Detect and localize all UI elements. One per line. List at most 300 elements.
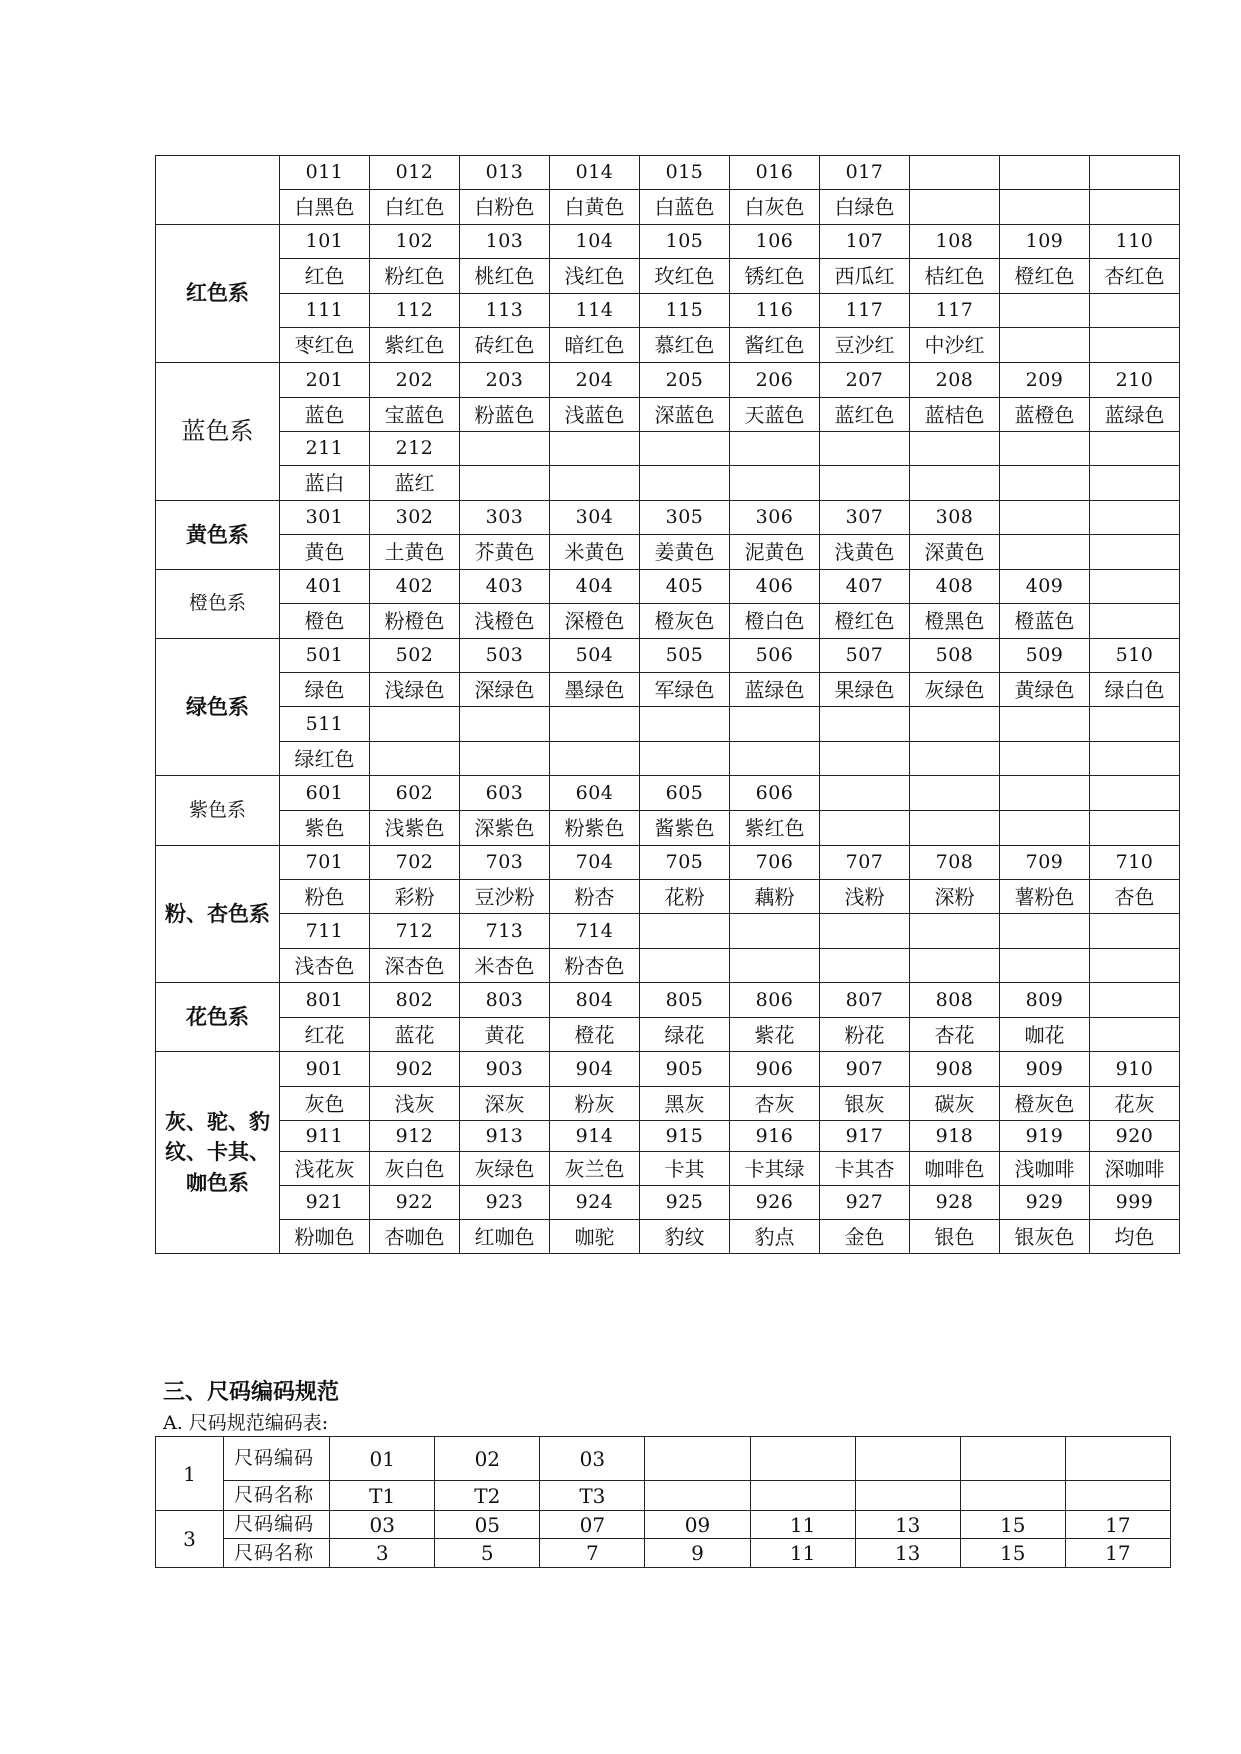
color-code-cell: 913 <box>460 1121 550 1152</box>
color-code-cell: 016 <box>730 156 820 190</box>
category-cell <box>156 156 280 225</box>
size-name-cell <box>855 1481 960 1511</box>
size-name-cell: T2 <box>435 1481 540 1511</box>
color-name-cell: 卡其 <box>640 1152 730 1186</box>
color-name-cell: 杏花 <box>910 1018 1000 1052</box>
color-name-cell: 蓝色 <box>280 398 370 432</box>
color-code-cell: 926 <box>730 1186 820 1220</box>
color-code-cell: 914 <box>550 1121 640 1152</box>
table-row <box>156 1481 1171 1511</box>
color-code-cell: 111 <box>280 294 370 328</box>
color-code-cell: 301 <box>280 501 370 535</box>
color-name-cell: 豆沙粉 <box>460 880 550 914</box>
color-name-cell: 姜黄色 <box>640 535 730 570</box>
color-name-cell: 咖花 <box>1000 1018 1090 1052</box>
color-code-cell: 928 <box>910 1186 1000 1220</box>
color-name-cell <box>1090 949 1180 983</box>
table-row <box>156 707 1180 742</box>
color-name-cell: 浅紫色 <box>370 811 460 846</box>
color-code-cell: 211 <box>280 432 370 466</box>
color-name-cell: 西瓜红 <box>820 259 910 294</box>
color-code-cell: 112 <box>370 294 460 328</box>
table-row <box>156 1511 1171 1539</box>
color-name-cell: 紫红色 <box>730 811 820 846</box>
color-code-cell: 910 <box>1090 1052 1180 1087</box>
color-name-cell <box>370 742 460 776</box>
color-name-cell: 红色 <box>280 259 370 294</box>
color-code-cell: 705 <box>640 846 730 880</box>
color-code-cell: 709 <box>1000 846 1090 880</box>
color-code-cell <box>640 914 730 949</box>
color-name-cell <box>910 742 1000 776</box>
color-name-cell <box>820 466 910 501</box>
color-name-cell: 豹点 <box>730 1220 820 1254</box>
color-name-cell: 白灰色 <box>730 190 820 225</box>
color-name-cell: 薯粉色 <box>1000 880 1090 914</box>
color-code-cell <box>1090 776 1180 811</box>
color-code-cell: 103 <box>460 225 550 259</box>
color-name-cell: 粉杏色 <box>550 949 640 983</box>
table-row <box>156 604 1180 639</box>
color-code-cell <box>640 432 730 466</box>
color-name-cell <box>1000 328 1090 363</box>
table-row <box>156 639 1180 673</box>
color-code-cell: 808 <box>910 983 1000 1018</box>
size-code-cell: 02 <box>435 1437 540 1481</box>
color-name-cell: 白蓝色 <box>640 190 730 225</box>
color-code-cell: 915 <box>640 1121 730 1152</box>
color-code-cell <box>1000 776 1090 811</box>
size-name-cell <box>645 1481 750 1511</box>
color-code-cell: 015 <box>640 156 730 190</box>
color-name-cell <box>1000 535 1090 570</box>
color-name-cell: 杏红色 <box>1090 259 1180 294</box>
color-name-cell: 白绿色 <box>820 190 910 225</box>
color-name-cell <box>820 949 910 983</box>
color-name-cell <box>640 466 730 501</box>
table-row <box>156 466 1180 501</box>
color-code-cell: 809 <box>1000 983 1090 1018</box>
color-code-cell: 707 <box>820 846 910 880</box>
table-row <box>156 776 1180 811</box>
color-name-cell <box>1000 811 1090 846</box>
size-code-cell: 09 <box>645 1511 750 1539</box>
color-code-cell: 902 <box>370 1052 460 1087</box>
color-name-cell: 酱紫色 <box>640 811 730 846</box>
color-code-cell <box>370 707 460 742</box>
color-name-cell: 中沙红 <box>910 328 1000 363</box>
color-name-cell: 橙红色 <box>820 604 910 639</box>
color-name-cell: 蓝红 <box>370 466 460 501</box>
color-name-cell: 橙色 <box>280 604 370 639</box>
size-code-cell <box>750 1437 855 1481</box>
color-name-cell <box>820 742 910 776</box>
color-code-cell: 409 <box>1000 570 1090 604</box>
color-name-cell: 咖啡色 <box>910 1152 1000 1186</box>
size-code-cell: 01 <box>330 1437 435 1481</box>
color-code-cell: 304 <box>550 501 640 535</box>
color-name-cell <box>1000 466 1090 501</box>
color-code-cell: 116 <box>730 294 820 328</box>
color-name-cell: 灰绿色 <box>460 1152 550 1186</box>
table-row <box>156 1437 1171 1481</box>
color-code-cell: 404 <box>550 570 640 604</box>
color-code-cell: 212 <box>370 432 460 466</box>
color-code-cell: 502 <box>370 639 460 673</box>
color-code-cell <box>1000 156 1090 190</box>
color-name-cell: 橙蓝色 <box>1000 604 1090 639</box>
color-name-cell <box>1090 328 1180 363</box>
color-code-cell: 501 <box>280 639 370 673</box>
color-code-cell: 012 <box>370 156 460 190</box>
color-name-cell: 锈红色 <box>730 259 820 294</box>
color-name-cell: 白黄色 <box>550 190 640 225</box>
size-name-cell: 11 <box>750 1539 855 1568</box>
size-code-cell: 11 <box>750 1511 855 1539</box>
color-name-cell: 深杏色 <box>370 949 460 983</box>
color-name-cell: 白红色 <box>370 190 460 225</box>
color-code-cell <box>910 776 1000 811</box>
color-code-cell <box>550 707 640 742</box>
color-code-cell: 920 <box>1090 1121 1180 1152</box>
color-code-cell <box>1000 432 1090 466</box>
color-name-cell <box>1090 811 1180 846</box>
color-name-cell: 橙花 <box>550 1018 640 1052</box>
color-code-cell: 806 <box>730 983 820 1018</box>
color-name-cell: 慕红色 <box>640 328 730 363</box>
table-row <box>156 1087 1180 1121</box>
color-code-cell: 713 <box>460 914 550 949</box>
color-name-cell: 绿花 <box>640 1018 730 1052</box>
color-code-cell: 710 <box>1090 846 1180 880</box>
color-code-cell: 114 <box>550 294 640 328</box>
size-code-cell <box>1065 1437 1170 1481</box>
color-code-cell <box>1090 914 1180 949</box>
color-code-cell: 606 <box>730 776 820 811</box>
color-name-cell: 咖驼 <box>550 1220 640 1254</box>
color-code-cell <box>1000 914 1090 949</box>
size-name-cell: 7 <box>540 1539 645 1568</box>
category-cell: 红色系 <box>156 225 280 363</box>
color-name-cell: 暗红色 <box>550 328 640 363</box>
table-row <box>156 259 1180 294</box>
color-code-cell <box>910 914 1000 949</box>
color-code-cell <box>1090 983 1180 1018</box>
color-code-cell <box>730 914 820 949</box>
color-name-cell: 灰绿色 <box>910 673 1000 707</box>
color-code-cell: 511 <box>280 707 370 742</box>
color-name-cell: 粉灰 <box>550 1087 640 1121</box>
color-code-cell: 305 <box>640 501 730 535</box>
color-code-cell: 917 <box>820 1121 910 1152</box>
color-code-cell: 507 <box>820 639 910 673</box>
color-name-cell: 米黄色 <box>550 535 640 570</box>
color-name-cell: 军绿色 <box>640 673 730 707</box>
color-code-cell <box>910 432 1000 466</box>
color-name-cell: 花灰 <box>1090 1087 1180 1121</box>
color-name-cell <box>910 811 1000 846</box>
size-name-cell <box>1065 1481 1170 1511</box>
table-row <box>156 1121 1180 1152</box>
color-code-cell: 911 <box>280 1121 370 1152</box>
table-row <box>156 328 1180 363</box>
color-code-cell: 807 <box>820 983 910 1018</box>
size-group-id-cell: 3 <box>156 1511 224 1568</box>
size-name-cell: 15 <box>960 1539 1065 1568</box>
color-code-cell <box>1090 432 1180 466</box>
color-name-cell: 墨绿色 <box>550 673 640 707</box>
color-name-cell <box>460 466 550 501</box>
size-name-cell: 5 <box>435 1539 540 1568</box>
table-row <box>156 1052 1180 1087</box>
color-code-cell: 503 <box>460 639 550 673</box>
color-code-cell: 011 <box>280 156 370 190</box>
color-code-cell: 110 <box>1090 225 1180 259</box>
color-name-cell: 红花 <box>280 1018 370 1052</box>
color-code-cell: 508 <box>910 639 1000 673</box>
color-name-cell: 黄花 <box>460 1018 550 1052</box>
color-name-cell <box>730 949 820 983</box>
color-name-cell <box>1000 949 1090 983</box>
color-name-cell: 蓝橙色 <box>1000 398 1090 432</box>
size-code-cell: 05 <box>435 1511 540 1539</box>
color-code-cell: 905 <box>640 1052 730 1087</box>
table-row <box>156 398 1180 432</box>
color-code-cell <box>1090 501 1180 535</box>
color-code-cell: 306 <box>730 501 820 535</box>
color-code-cell <box>1090 156 1180 190</box>
color-code-cell: 919 <box>1000 1121 1090 1152</box>
color-name-cell: 碳灰 <box>910 1087 1000 1121</box>
color-code-cell: 918 <box>910 1121 1000 1152</box>
table-caption: A. 尺码规范编码表: <box>163 1412 329 1434</box>
color-code-cell <box>1090 294 1180 328</box>
color-code-cell: 708 <box>910 846 1000 880</box>
color-code-cell: 999 <box>1090 1186 1180 1220</box>
color-code-cell <box>640 707 730 742</box>
color-code-cell: 013 <box>460 156 550 190</box>
size-code-cell <box>960 1437 1065 1481</box>
color-name-cell: 深灰 <box>460 1087 550 1121</box>
color-code-cell: 401 <box>280 570 370 604</box>
table-row <box>156 1018 1180 1052</box>
color-name-cell: 紫花 <box>730 1018 820 1052</box>
color-name-cell: 紫色 <box>280 811 370 846</box>
color-name-cell: 米杏色 <box>460 949 550 983</box>
size-name-cell: T1 <box>330 1481 435 1511</box>
color-code-cell: 014 <box>550 156 640 190</box>
color-name-cell <box>820 811 910 846</box>
color-code-cell: 901 <box>280 1052 370 1087</box>
color-name-cell: 黄色 <box>280 535 370 570</box>
color-name-cell: 深咖啡 <box>1090 1152 1180 1186</box>
color-code-cell: 909 <box>1000 1052 1090 1087</box>
color-name-cell <box>1000 190 1090 225</box>
color-code-cell: 916 <box>730 1121 820 1152</box>
color-name-cell: 桔红色 <box>910 259 1000 294</box>
color-code-cell <box>1000 501 1090 535</box>
color-code-cell <box>820 776 910 811</box>
color-code-cell: 906 <box>730 1052 820 1087</box>
color-code-cell: 307 <box>820 501 910 535</box>
color-name-cell: 浅绿色 <box>370 673 460 707</box>
color-name-cell <box>730 466 820 501</box>
color-code-cell: 308 <box>910 501 1000 535</box>
color-code-cell: 408 <box>910 570 1000 604</box>
color-code-cell: 205 <box>640 363 730 398</box>
color-name-cell: 银灰 <box>820 1087 910 1121</box>
color-name-cell: 浅杏色 <box>280 949 370 983</box>
color-name-cell: 桃红色 <box>460 259 550 294</box>
color-name-cell: 果绿色 <box>820 673 910 707</box>
color-name-cell <box>1090 466 1180 501</box>
color-code-cell <box>730 432 820 466</box>
size-name-cell: 9 <box>645 1539 750 1568</box>
color-code-cell: 405 <box>640 570 730 604</box>
color-code-cell <box>1090 570 1180 604</box>
size-name-label: 尺码名称 <box>224 1481 330 1511</box>
table-row <box>156 156 1180 190</box>
color-code-cell: 703 <box>460 846 550 880</box>
color-code-cell: 510 <box>1090 639 1180 673</box>
size-name-cell: T3 <box>540 1481 645 1511</box>
color-code-cell <box>1090 707 1180 742</box>
color-code-cell <box>820 707 910 742</box>
color-name-cell <box>640 949 730 983</box>
color-code-cell <box>730 707 820 742</box>
size-code-cell: 17 <box>1065 1511 1170 1539</box>
color-name-cell: 杏灰 <box>730 1087 820 1121</box>
color-code-cell: 925 <box>640 1186 730 1220</box>
color-code-cell: 907 <box>820 1052 910 1087</box>
color-name-cell: 粉花 <box>820 1018 910 1052</box>
color-code-cell: 403 <box>460 570 550 604</box>
size-group-id-cell: 1 <box>156 1437 224 1511</box>
color-code-cell: 704 <box>550 846 640 880</box>
color-code-cell: 923 <box>460 1186 550 1220</box>
size-code-table <box>155 1436 1171 1568</box>
table-row <box>156 811 1180 846</box>
size-name-label: 尺码名称 <box>224 1539 330 1568</box>
color-name-cell: 紫红色 <box>370 328 460 363</box>
color-code-cell: 117 <box>820 294 910 328</box>
color-code-cell: 804 <box>550 983 640 1018</box>
color-name-cell: 枣红色 <box>280 328 370 363</box>
color-name-cell: 深紫色 <box>460 811 550 846</box>
color-name-cell: 绿色 <box>280 673 370 707</box>
color-code-cell: 602 <box>370 776 460 811</box>
color-code-cell: 208 <box>910 363 1000 398</box>
color-name-cell: 黑灰 <box>640 1087 730 1121</box>
color-name-cell: 蓝花 <box>370 1018 460 1052</box>
color-code-cell: 924 <box>550 1186 640 1220</box>
color-code-cell: 206 <box>730 363 820 398</box>
color-name-cell: 杏咖色 <box>370 1220 460 1254</box>
category-cell: 紫色系 <box>156 776 280 846</box>
color-name-cell: 浅黄色 <box>820 535 910 570</box>
color-name-cell: 绿白色 <box>1090 673 1180 707</box>
color-name-cell: 泥黄色 <box>730 535 820 570</box>
color-name-cell: 深绿色 <box>460 673 550 707</box>
color-name-cell: 蓝桔色 <box>910 398 1000 432</box>
color-name-cell: 浅花灰 <box>280 1152 370 1186</box>
color-name-cell: 粉杏 <box>550 880 640 914</box>
color-name-cell: 深黄色 <box>910 535 1000 570</box>
color-name-cell: 深粉 <box>910 880 1000 914</box>
color-code-cell: 904 <box>550 1052 640 1087</box>
size-code-cell: 03 <box>540 1437 645 1481</box>
color-name-cell: 杏色 <box>1090 880 1180 914</box>
color-name-cell: 玫红色 <box>640 259 730 294</box>
color-name-cell: 粉紫色 <box>550 811 640 846</box>
color-code-cell: 711 <box>280 914 370 949</box>
color-code-cell: 101 <box>280 225 370 259</box>
color-code-cell: 805 <box>640 983 730 1018</box>
table-row <box>156 742 1180 776</box>
color-name-cell: 蓝绿色 <box>730 673 820 707</box>
table-row <box>156 1152 1180 1186</box>
color-code-cell <box>550 432 640 466</box>
color-name-cell: 灰白色 <box>370 1152 460 1186</box>
color-code-cell: 706 <box>730 846 820 880</box>
size-code-cell: 07 <box>540 1511 645 1539</box>
color-code-cell: 204 <box>550 363 640 398</box>
color-name-cell: 卡其杏 <box>820 1152 910 1186</box>
color-code-cell <box>820 914 910 949</box>
size-name-cell: 3 <box>330 1539 435 1568</box>
color-code-cell: 209 <box>1000 363 1090 398</box>
category-cell: 灰、驼、豹纹、卡其、咖色系 <box>156 1052 280 1254</box>
color-name-cell <box>1090 535 1180 570</box>
color-name-cell: 粉红色 <box>370 259 460 294</box>
color-code-cell: 702 <box>370 846 460 880</box>
color-code-cell: 912 <box>370 1121 460 1152</box>
color-code-cell: 302 <box>370 501 460 535</box>
size-code-cell <box>645 1437 750 1481</box>
color-code-cell: 929 <box>1000 1186 1090 1220</box>
color-code-cell: 108 <box>910 225 1000 259</box>
color-code-cell: 803 <box>460 983 550 1018</box>
color-code-cell: 506 <box>730 639 820 673</box>
size-code-label: 尺码编码 <box>224 1511 330 1539</box>
color-name-cell: 金色 <box>820 1220 910 1254</box>
color-name-cell: 豹纹 <box>640 1220 730 1254</box>
color-code-cell: 210 <box>1090 363 1180 398</box>
color-name-cell: 深蓝色 <box>640 398 730 432</box>
color-name-cell: 橙黑色 <box>910 604 1000 639</box>
color-name-cell: 浅粉 <box>820 880 910 914</box>
size-code-cell: 15 <box>960 1511 1065 1539</box>
color-name-cell: 橙红色 <box>1000 259 1090 294</box>
color-code-cell <box>910 156 1000 190</box>
color-code-cell: 505 <box>640 639 730 673</box>
color-name-cell <box>910 949 1000 983</box>
color-code-cell <box>1000 707 1090 742</box>
category-cell: 蓝色系 <box>156 363 280 501</box>
color-name-cell: 彩粉 <box>370 880 460 914</box>
color-name-cell: 灰兰色 <box>550 1152 640 1186</box>
category-cell: 黄色系 <box>156 501 280 570</box>
color-name-cell <box>1090 1018 1180 1052</box>
color-code-cell: 605 <box>640 776 730 811</box>
table-row <box>156 570 1180 604</box>
color-name-cell: 橙灰色 <box>1000 1087 1090 1121</box>
color-name-cell: 天蓝色 <box>730 398 820 432</box>
color-code-cell: 207 <box>820 363 910 398</box>
table-row <box>156 294 1180 328</box>
color-code-cell: 802 <box>370 983 460 1018</box>
color-name-cell: 蓝红色 <box>820 398 910 432</box>
